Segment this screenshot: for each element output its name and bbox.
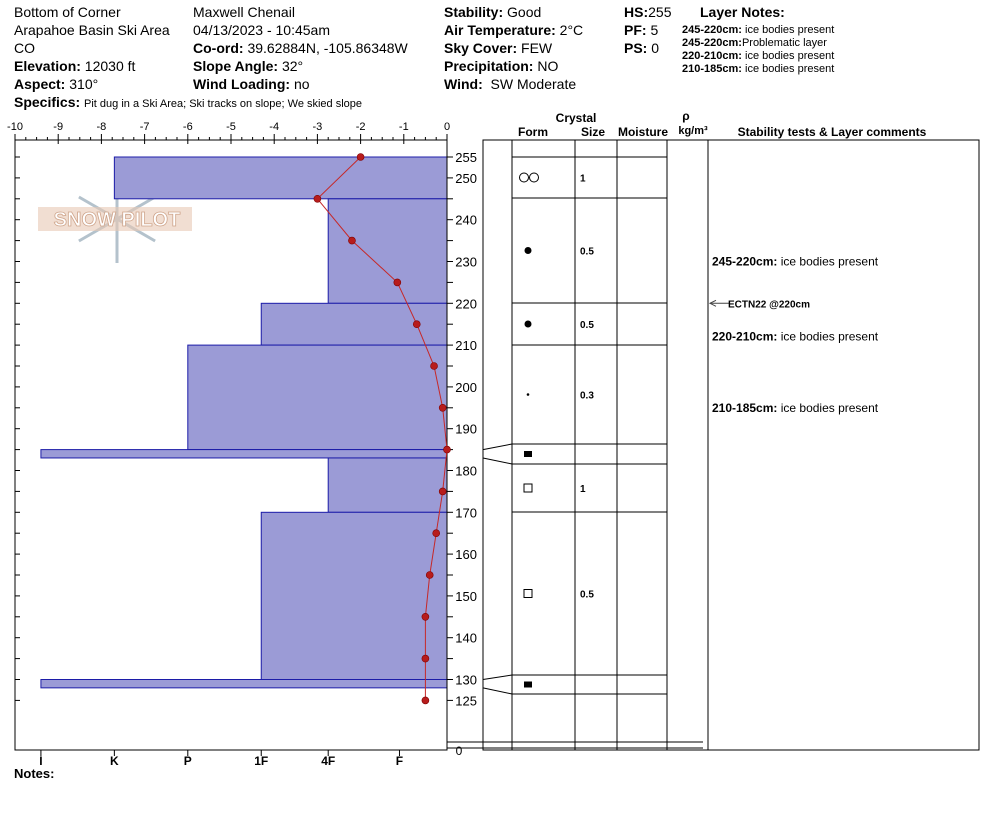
temp-tick-label: -6 bbox=[182, 121, 193, 133]
height-tick-label: 140 bbox=[455, 630, 477, 646]
comment-range: 245-220cm: bbox=[712, 254, 781, 269]
air-temp-label: Air Temperature: bbox=[444, 22, 556, 38]
temperature-point bbox=[433, 530, 440, 537]
density-header: kg/m³ bbox=[678, 125, 708, 137]
size-value: 0.5 bbox=[580, 589, 594, 601]
pf: 5 bbox=[650, 22, 659, 38]
hardness-label: 1F bbox=[254, 754, 269, 768]
temperature-point bbox=[439, 488, 446, 495]
location: Bottom of Corner bbox=[14, 4, 121, 20]
height-tick-label: 200 bbox=[455, 379, 477, 395]
form-symbol bbox=[525, 321, 532, 328]
layer-comment bbox=[712, 255, 879, 269]
temperature-point bbox=[348, 237, 355, 244]
hardness-label: 4F bbox=[321, 754, 336, 768]
coord-label: Co-ord: bbox=[193, 40, 244, 56]
stability-label: Stability: bbox=[444, 4, 504, 20]
hardness-label: F bbox=[395, 754, 404, 768]
aspect: 310° bbox=[69, 76, 99, 92]
watermark-text: SNOW PILOT bbox=[53, 209, 181, 231]
layer-note: 210-185cm: ice bodies present bbox=[682, 63, 835, 75]
size-value: 0.5 bbox=[580, 246, 594, 258]
temp-tick-label: -4 bbox=[269, 121, 280, 133]
precip-label: Precipitation: bbox=[444, 58, 534, 74]
height-tick-label: 230 bbox=[455, 254, 477, 270]
specifics-label: Specifics: bbox=[14, 94, 81, 110]
temp-tick-label: -9 bbox=[53, 121, 64, 133]
elevation: 12030 ft bbox=[84, 58, 136, 74]
hardness-bar bbox=[114, 157, 447, 199]
pf-label: PF: bbox=[624, 22, 647, 38]
form-symbol bbox=[524, 682, 532, 688]
hardness-layers bbox=[41, 157, 447, 688]
size-value: 1 bbox=[580, 173, 586, 185]
height-tick-label: 255 bbox=[455, 150, 477, 165]
comment-range: 210-185cm: bbox=[712, 400, 781, 415]
layer-notes-title: Layer Notes: bbox=[700, 4, 785, 20]
hardness-label: P bbox=[183, 754, 192, 768]
stability: Good bbox=[507, 4, 542, 20]
comment-text: ice bodies present bbox=[780, 254, 879, 269]
temp-tick-label: -10 bbox=[7, 121, 23, 133]
layer-note: 245-220cm: ice bodies present bbox=[682, 24, 835, 36]
temperature-point bbox=[413, 321, 420, 328]
stability-test: ECTN22 @220cm bbox=[728, 299, 811, 311]
temperature-point bbox=[394, 279, 401, 286]
datetime: 04/13/2023 - 10:45am bbox=[193, 22, 330, 38]
temp-tick-label: -2 bbox=[355, 121, 366, 133]
height-tick-label: 180 bbox=[455, 463, 477, 479]
hardness-bar bbox=[41, 450, 447, 458]
crystal-header: Crystal bbox=[555, 111, 597, 125]
table-frame bbox=[483, 140, 979, 750]
layer-note: 245-220cm:Problematic layer bbox=[682, 37, 827, 49]
slope-label: Slope Angle: bbox=[193, 58, 279, 74]
layer-comment bbox=[712, 330, 879, 344]
hardness-bar bbox=[41, 680, 447, 688]
form-symbol bbox=[524, 451, 532, 457]
height-tick-label: 210 bbox=[455, 338, 477, 354]
ps: 0 bbox=[651, 40, 660, 56]
size-value: 1 bbox=[580, 484, 586, 495]
height-zero-label: 0 bbox=[455, 744, 463, 758]
stability-header: Stability tests & Layer comments bbox=[737, 125, 927, 139]
temperature-point bbox=[431, 363, 438, 370]
ski-area: Arapahoe Basin Ski Area bbox=[14, 22, 170, 38]
temperature-point bbox=[314, 195, 321, 202]
temperature-point bbox=[422, 655, 429, 662]
moisture-header: Moisture bbox=[617, 125, 669, 139]
height-tick-label: 220 bbox=[455, 296, 477, 312]
precip: NO bbox=[537, 58, 559, 74]
temp-tick-label: -3 bbox=[312, 121, 323, 133]
notes-label: Notes: bbox=[14, 766, 55, 781]
temperature-point bbox=[439, 404, 446, 411]
temp-tick-label: -8 bbox=[96, 121, 107, 133]
form-symbol bbox=[525, 247, 532, 254]
size-header: Size bbox=[580, 125, 606, 139]
height-tick-label: 250 bbox=[455, 170, 477, 186]
comment-text: ice bodies present bbox=[780, 329, 879, 344]
height-tick-label: 240 bbox=[455, 212, 477, 228]
temp-tick-label: -5 bbox=[226, 121, 236, 133]
wind-loading: no bbox=[293, 76, 310, 92]
hardness-bar bbox=[328, 199, 447, 303]
temperature-point bbox=[357, 154, 364, 161]
wind: SW Moderate bbox=[490, 76, 577, 92]
temp-tick-label: -1 bbox=[398, 121, 409, 133]
temp-tick-label: -7 bbox=[139, 121, 150, 133]
wind-loading-label: Wind Loading: bbox=[193, 76, 291, 92]
wind-label: Wind: bbox=[444, 76, 483, 92]
hardness-label: K bbox=[110, 754, 119, 768]
temperature-point bbox=[426, 572, 433, 579]
sky-label: Sky Cover: bbox=[444, 40, 518, 56]
height-tick-label: 170 bbox=[455, 505, 477, 521]
sky: FEW bbox=[521, 40, 553, 56]
layer-table bbox=[447, 109, 979, 750]
height-tick-label: 130 bbox=[455, 672, 477, 688]
coord: 39.62884N, -105.86348W bbox=[247, 40, 408, 56]
temperature-point bbox=[444, 446, 451, 453]
hs-label: HS: bbox=[624, 4, 649, 20]
specifics: Pit dug in a Ski Area; Ski tracks on slope; We skied slope bbox=[84, 98, 363, 110]
hardness-label: I bbox=[39, 754, 43, 768]
elevation-label: Elevation: bbox=[14, 58, 81, 74]
form-symbol bbox=[527, 393, 530, 396]
height-tick-label: 150 bbox=[455, 588, 477, 604]
form-header: Form bbox=[518, 125, 548, 139]
hs: 255 bbox=[648, 4, 672, 20]
ps-label: PS: bbox=[624, 40, 648, 56]
temperature-point bbox=[422, 697, 429, 704]
air-temp: 2°C bbox=[559, 22, 584, 38]
temp-tick-label: 0 bbox=[443, 121, 451, 133]
height-tick-label: 190 bbox=[455, 421, 477, 437]
hardness-bar bbox=[188, 345, 447, 450]
temperature-point bbox=[422, 613, 429, 620]
aspect-label: Aspect: bbox=[14, 76, 66, 92]
comment-text: ice bodies present bbox=[780, 400, 879, 415]
layer-note: 220-210cm: ice bodies present bbox=[682, 50, 835, 62]
hardness-bar bbox=[328, 458, 447, 512]
slope: 32° bbox=[281, 58, 304, 74]
size-value: 0.5 bbox=[580, 320, 594, 331]
height-tick-label: 125 bbox=[455, 693, 477, 709]
size-value: 0.3 bbox=[580, 390, 594, 402]
height-tick-label: 160 bbox=[455, 547, 477, 563]
layer-comment bbox=[712, 401, 879, 415]
rho-header: ρ bbox=[682, 109, 690, 123]
observer: Maxwell Chenail bbox=[193, 4, 295, 20]
state: CO bbox=[14, 40, 35, 56]
hardness-bar bbox=[261, 512, 447, 679]
comment-range: 220-210cm: bbox=[712, 329, 781, 344]
